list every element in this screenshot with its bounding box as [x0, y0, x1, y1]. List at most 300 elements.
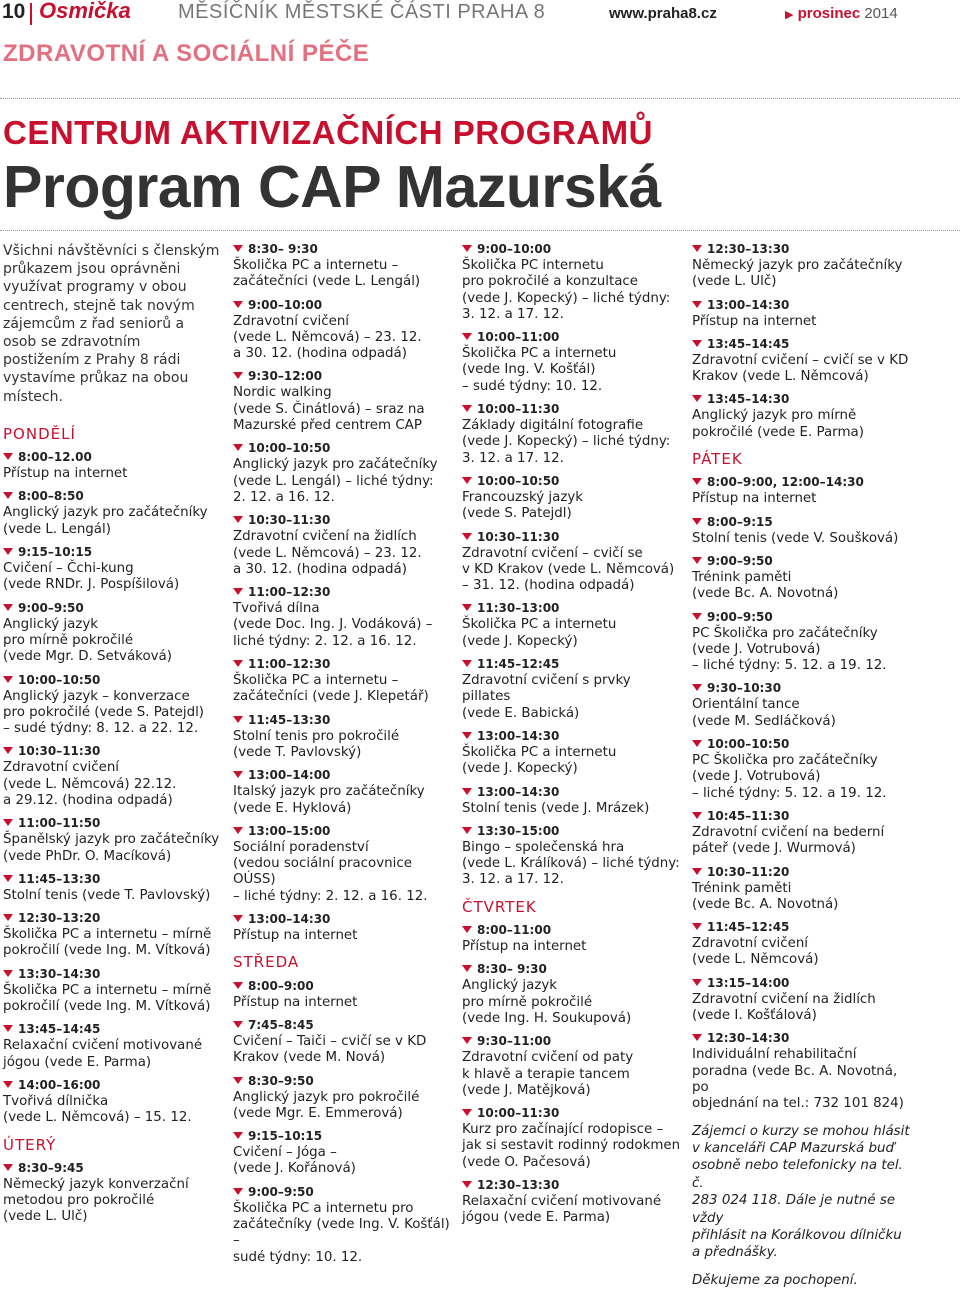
- time-text: 7:45–8:45: [248, 1017, 314, 1032]
- schedule-entry: [462, 242, 682, 323]
- schedule-entry: [462, 474, 682, 523]
- schedule-entry: [3, 601, 221, 666]
- time-slot: [462, 729, 682, 743]
- time-text: 8:00–11:00: [477, 923, 552, 938]
- day-heading: STŘEDA: [233, 953, 300, 972]
- activity-text: Španělský jazyk pro začátečníky (vede PhDr. O. Macíková): [3, 832, 220, 864]
- time-text: 9:00–9:50: [707, 609, 773, 624]
- time-slot: [3, 744, 221, 758]
- triangle-down-icon: [692, 395, 702, 402]
- schedule-entry: [462, 530, 682, 595]
- activity-text: Trénink paměti (vede Bc. A. Novotná): [692, 880, 839, 912]
- schedule-entry: [462, 1106, 682, 1171]
- triangle-down-icon: [462, 533, 472, 540]
- time-text: 13:00–14:00: [248, 768, 331, 783]
- schedule-entry: [462, 729, 682, 778]
- time-slot: [692, 1031, 917, 1045]
- activity-text: Školička PC a internetu – mírně pokročilí (vede Ing. M. Vítková): [3, 982, 212, 1015]
- triangle-down-icon: [233, 1077, 243, 1084]
- triangle-down-icon: [3, 1164, 13, 1171]
- triangle-down-icon: [462, 477, 472, 484]
- triangle-down-icon: [462, 926, 472, 933]
- schedule-column-2: [233, 242, 453, 1273]
- schedule-entry: [462, 601, 682, 650]
- activity-text: Zdravotní cvičení – cvičí se v KD Krakov (vede L. Němcová): [692, 352, 909, 385]
- triangle-down-icon: [233, 516, 243, 523]
- time-slot: [233, 298, 453, 312]
- time-text: 13:00–15:00: [248, 823, 331, 838]
- time-text: 13:00–14:30: [477, 784, 560, 799]
- activity-text: Školička PC a internetu – začátečníci (vede L. Lengál): [233, 258, 421, 290]
- activity-text: Zdravotní cvičení od paty k hlavě a terapie tancem (vede J. Matějková): [462, 1050, 634, 1098]
- time-text: 12:30–13:30: [707, 242, 790, 256]
- time-text: 11:00–11:50: [18, 816, 101, 831]
- schedule-entry: [462, 1178, 682, 1227]
- time-slot: [233, 979, 453, 993]
- time-slot: [462, 923, 682, 937]
- triangle-down-icon: [462, 1037, 472, 1044]
- schedule-entry: [692, 475, 917, 507]
- schedule-entry: [462, 657, 682, 722]
- time-text: 10:00–11:00: [477, 330, 560, 345]
- time-text: 10:00–10:50: [707, 737, 790, 752]
- schedule-column-4: [692, 242, 917, 1289]
- time-slot: [3, 816, 221, 830]
- schedule-entry: [3, 545, 221, 594]
- time-slot: [233, 912, 453, 926]
- activity-text: Bingo – společenská hra (vede L. Králíková) – liché týdny: 3. 12. a 17. 12.: [462, 839, 680, 888]
- triangle-down-icon: [233, 660, 243, 667]
- schedule-entry: [3, 744, 221, 809]
- time-text: 8:00–9:00: [248, 978, 314, 993]
- activity-text: Tvořivá dílna (vede Doc. Ing. J. Vodáková) – liché týdny: 2. 12. a 16. 12.: [233, 601, 433, 649]
- schedule-entry: [233, 657, 453, 706]
- time-slot: [692, 865, 917, 879]
- time-slot: [3, 1161, 221, 1175]
- schedule-column-1: [3, 242, 221, 1233]
- time-slot: [462, 474, 682, 488]
- triangle-down-icon: [692, 478, 702, 485]
- time-slot: [462, 1106, 682, 1120]
- triangle-down-icon: [233, 827, 243, 834]
- activity-text: Školička PC a internetu – mírně pokročilí (vede Ing. M. Vítková): [3, 927, 212, 959]
- time-slot: [692, 337, 917, 351]
- triangle-down-icon: [3, 676, 13, 683]
- time-slot: [3, 1022, 221, 1036]
- activity-text: Zdravotní cvičení (vede L. Němcová) – 23. 12. a 30. 12. (hodina odpadá): [233, 313, 422, 362]
- triangle-down-icon: [3, 548, 13, 555]
- schedule-entry: [692, 242, 917, 291]
- page-number: 10: [2, 0, 26, 23]
- time-text: 13:00–14:30: [707, 297, 790, 312]
- triangle-down-icon: [462, 1109, 472, 1116]
- time-slot: [692, 298, 917, 312]
- time-text: 9:15–10:15: [18, 545, 93, 560]
- activity-text: Anglický jazyk pro mírně pokročilé (vede E. Parma): [692, 408, 864, 440]
- time-text: 11:45–13:30: [18, 871, 101, 886]
- time-text: 11:45–12:45: [707, 920, 790, 935]
- time-text: 14:00–16:00: [18, 1077, 101, 1092]
- time-text: 8:30– 9:30: [248, 242, 318, 256]
- triangle-down-icon: [233, 1132, 243, 1139]
- time-text: 13:45–14:30: [707, 392, 790, 407]
- triangle-down-icon: [462, 245, 472, 252]
- time-text: 13:45–14:45: [18, 1022, 101, 1037]
- page-title: Program CAP Mazurská: [3, 154, 661, 220]
- activity-text: Zdravotní cvičení s prvky pillates (vede E. Babická): [462, 673, 631, 721]
- activity-text: PC Školička pro začátečníky (vede J. Votrubová) – liché týdny: 5. 12. a 19. 12.: [692, 625, 887, 674]
- time-slot: [233, 713, 453, 727]
- time-text: 13:30–15:00: [477, 823, 560, 838]
- triangle-down-icon: [692, 868, 702, 875]
- schedule-entry: [692, 610, 917, 675]
- triangle-down-icon: [692, 340, 702, 347]
- time-text: 10:00–10:50: [248, 441, 331, 456]
- triangle-down-icon: [462, 827, 472, 834]
- time-text: 11:45–13:30: [248, 712, 331, 727]
- time-slot: [233, 768, 453, 782]
- schedule-entry: [692, 920, 917, 969]
- triangle-down-icon: [233, 588, 243, 595]
- time-slot: [462, 601, 682, 615]
- time-text: 8:00–9:00, 12:00–14:30: [707, 475, 864, 490]
- time-slot: [3, 601, 221, 615]
- time-text: 9:00–10:00: [248, 297, 323, 312]
- schedule-entry: [233, 1074, 453, 1123]
- activity-text: Zdravotní cvičení na židlích (vede L. Němcová) – 23. 12. a 30. 12. (hodina odpadá): [233, 529, 422, 577]
- triangle-down-icon: [233, 982, 243, 989]
- activity-text: Cvičení – Taiči – cvičí se v KD Krakov (vede M. Nová): [233, 1033, 427, 1066]
- schedule-entry: [233, 768, 453, 817]
- activity-text: Stolní tenis (vede J. Mrázek): [462, 800, 650, 816]
- time-text: 11:30–13:00: [477, 601, 560, 616]
- activity-text: Stolní tenis pro pokročilé (vede T. Pavlovský): [233, 728, 400, 760]
- time-text: 9:00–9:50: [248, 1184, 314, 1199]
- time-slot: [462, 962, 682, 976]
- time-text: 10:00–10:50: [477, 473, 560, 488]
- activity-text: Školička PC a internetu (vede J. Kopecký): [462, 617, 617, 649]
- triangle-down-icon: [462, 660, 472, 667]
- time-slot: [692, 920, 917, 934]
- triangle-down-icon: [692, 1034, 702, 1041]
- activity-text: Relaxační cvičení motivované jógou (vede E. Parma): [462, 1193, 662, 1226]
- time-slot: [233, 1185, 453, 1199]
- time-slot: [692, 809, 917, 823]
- time-slot: [3, 489, 221, 503]
- activity-text: Italský jazyk pro začátečníky (vede E. Hyklová): [233, 784, 425, 816]
- activity-text: Zdravotní cvičení (vede L. Němcová) 22.12. a 29.12. (hodina odpadá): [3, 760, 177, 808]
- time-text: 10:00–11:30: [477, 1106, 560, 1121]
- triangle-down-icon: [233, 915, 243, 922]
- schedule-entry: [692, 1031, 917, 1112]
- time-slot: [692, 242, 917, 256]
- activity-text: Školička PC a internetu (vede Ing. V. Košťál) – sudé týdny: 10. 12.: [462, 346, 617, 394]
- triangle-down-icon: [233, 771, 243, 778]
- time-text: 13:00–14:30: [248, 912, 331, 927]
- time-slot: [233, 242, 453, 256]
- section-heading: ZDRAVOTNÍ A SOCIÁLNÍ PÉČE: [3, 40, 370, 67]
- time-slot: [3, 673, 221, 687]
- time-slot: [692, 737, 917, 751]
- time-text: 8:30–9:45: [18, 1160, 84, 1175]
- schedule-entry: [233, 242, 453, 291]
- schedule-entry: [3, 911, 221, 960]
- time-slot: [233, 824, 453, 838]
- triangle-down-icon: [692, 518, 702, 525]
- activity-text: Zdravotní cvičení na židlích (vede I. Košťálová): [692, 991, 876, 1024]
- activity-text: Sociální poradenství (vedou sociální pracovnice OÚSS) – liché týdny: 2. 12. a 16. 12.: [233, 839, 428, 904]
- divider: [0, 230, 960, 231]
- time-text: 9:30–12:00: [248, 369, 323, 384]
- schedule-entry: [462, 962, 682, 1027]
- time-text: 9:00–9:50: [707, 553, 773, 568]
- category-heading: CENTRUM AKTIVIZAČNÍCH PROGRAMŮ: [3, 114, 653, 151]
- time-slot: [462, 1178, 682, 1192]
- triangle-down-icon: [3, 970, 13, 977]
- day-heading: ÚTERÝ: [3, 1135, 57, 1154]
- page-header: [0, 0, 960, 30]
- triangle-down-icon: [692, 684, 702, 691]
- info-note: Děkujeme za pochopení.: [692, 1272, 858, 1288]
- schedule-entry: [233, 713, 453, 762]
- schedule-entry: [692, 809, 917, 858]
- triangle-down-icon: [692, 812, 702, 819]
- schedule-entry: [692, 865, 917, 914]
- schedule-entry: [233, 298, 453, 363]
- activity-text: Zdravotní cvičení (vede L. Němcová): [692, 936, 819, 968]
- activity-text: Individuální rehabilitační poradna (vede Bc. A. Novotná, po objednání na tel.: 732 101 824): [692, 1047, 904, 1112]
- time-slot: [462, 824, 682, 838]
- activity-text: Zdravotní cvičení – cvičí se v KD Krakov (vede L. Němcová) – 31. 12. (hodina odpadá): [462, 545, 675, 594]
- time-text: 12:30–14:30: [707, 1031, 790, 1046]
- issue-month: prosinec: [797, 5, 861, 22]
- schedule-entry: [462, 402, 682, 467]
- triangle-down-icon: [692, 613, 702, 620]
- activity-text: Anglický jazyk pro začátečníky (vede L. Lengál): [3, 505, 208, 537]
- schedule-entry: [692, 337, 917, 386]
- website-link[interactable]: www.praha8.cz: [609, 5, 717, 22]
- time-slot: [233, 441, 453, 455]
- schedule-entry: [3, 1078, 221, 1127]
- time-text: 8:00–12.00: [18, 450, 92, 465]
- triangle-down-icon: [692, 301, 702, 308]
- activity-text: Stolní tenis (vede V. Soušková): [692, 530, 899, 546]
- time-text: 9:30–11:00: [477, 1034, 552, 1049]
- schedule-entry: [692, 515, 917, 547]
- time-slot: [692, 554, 917, 568]
- triangle-down-icon: [462, 788, 472, 795]
- time-text: 13:30–14:30: [18, 966, 101, 981]
- schedule-entry: [233, 912, 453, 944]
- time-slot: [462, 657, 682, 671]
- header-divider: [30, 3, 32, 25]
- triangle-down-icon: [233, 301, 243, 308]
- time-slot: [692, 681, 917, 695]
- triangle-down-icon: [3, 875, 13, 882]
- schedule-entry: [233, 441, 453, 506]
- schedule-entry: [462, 330, 682, 395]
- time-slot: [3, 911, 221, 925]
- time-slot: [233, 1074, 453, 1088]
- schedule-entry: [3, 450, 221, 482]
- schedule-entry: [462, 1034, 682, 1099]
- triangle-down-icon: [233, 372, 243, 379]
- day-heading: PÁTEK: [692, 450, 743, 469]
- time-slot: [462, 1034, 682, 1048]
- activity-text: Trénink paměti (vede Bc. A. Novotná): [692, 569, 839, 602]
- time-text: 8:30– 9:30: [477, 962, 547, 977]
- activity-text: Anglický jazyk – konverzace pro pokročilé (vede S. Patejdl) – sudé týdny: 8. 12. a 22. 12.: [3, 688, 205, 737]
- time-text: 12:30–13:20: [18, 911, 101, 926]
- time-text: 10:30–11:30: [477, 529, 560, 544]
- triangle-down-icon: [3, 819, 13, 826]
- schedule-entry: [692, 737, 917, 802]
- time-slot: [692, 475, 917, 489]
- activity-text: Přístup na internet: [3, 466, 128, 482]
- issue-year: 2014: [864, 5, 898, 22]
- time-text: 13:15–14:00: [707, 975, 790, 990]
- triangle-down-icon: [233, 1021, 243, 1028]
- time-text: 10:00–10:50: [18, 672, 101, 687]
- time-slot: [692, 610, 917, 624]
- activity-text: Anglický jazyk pro začátečníky (vede L. Lengál) – liché týdny: 2. 12. a 16. 12.: [233, 457, 438, 505]
- activity-text: Nordic walking (vede S. Činátlová) – sraz na Mazurské před centrem CAP: [233, 385, 425, 434]
- triangle-down-icon: [233, 1188, 243, 1195]
- triangle-down-icon: [3, 453, 13, 460]
- triangle-down-icon: [3, 492, 13, 499]
- schedule-entry: [3, 967, 221, 1016]
- time-text: 10:30–11:30: [248, 513, 331, 528]
- schedule-entry: [3, 872, 221, 904]
- triangle-down-icon: [462, 604, 472, 611]
- time-text: 10:00–11:30: [477, 402, 560, 417]
- time-slot: [3, 1078, 221, 1092]
- time-text: 8:00–8:50: [18, 489, 84, 504]
- activity-text: Anglický jazyk pro mírně pokročilé (vede Mgr. D. Setváková): [3, 616, 172, 665]
- schedule-entry: [233, 979, 453, 1011]
- activity-text: Relaxační cvičení motivované jógou (vede E. Parma): [3, 1038, 203, 1070]
- activity-text: Německý jazyk pro začátečníky (vede L. Ulč): [692, 258, 903, 290]
- triangle-down-icon: [692, 245, 702, 252]
- schedule-entry: [462, 923, 682, 955]
- triangle-down-icon: [462, 732, 472, 739]
- time-slot: [233, 1129, 453, 1143]
- triangle-down-icon: [462, 333, 472, 340]
- magazine-name: Osmička: [39, 0, 131, 23]
- time-slot: [3, 967, 221, 981]
- schedule-entry: [233, 1129, 453, 1178]
- divider: [0, 98, 960, 99]
- schedule-entry: [3, 1022, 221, 1071]
- triangle-down-icon: [692, 979, 702, 986]
- time-text: 13:45–14:45: [707, 336, 790, 351]
- activity-text: Německý jazyk konverzační metodou pro pokročilé (vede L. Ulč): [3, 1176, 189, 1225]
- schedule-column-3: [462, 242, 682, 1234]
- day-heading: ČTVRTEK: [462, 897, 537, 916]
- activity-text: Francouzský jazyk (vede S. Patejdl): [462, 489, 584, 522]
- time-text: 10:45–11:30: [707, 808, 790, 823]
- time-text: 11:00–12:30: [248, 585, 331, 600]
- activity-text: Cvičení – Jóga – (vede J. Kořánová): [233, 1145, 356, 1177]
- time-slot: [233, 657, 453, 671]
- triangle-down-icon: [233, 716, 243, 723]
- time-text: 9:00–9:50: [18, 600, 84, 615]
- schedule-entry: [692, 681, 917, 730]
- time-slot: [233, 513, 453, 527]
- schedule-entry: [462, 785, 682, 817]
- activity-text: Školička PC a internetu – začátečníci (vede J. Klepetář): [233, 673, 429, 705]
- time-slot: [692, 976, 917, 990]
- time-slot: [3, 450, 221, 464]
- activity-text: Přístup na internet: [692, 313, 817, 329]
- activity-text: Přístup na internet: [692, 491, 817, 507]
- activity-text: Školička PC a internetu (vede J. Kopecký): [462, 744, 617, 777]
- triangle-down-icon: [3, 747, 13, 754]
- time-slot: [233, 369, 453, 383]
- triangle-down-icon: [3, 604, 13, 611]
- schedule-entry: [233, 585, 453, 650]
- day-heading: PONDĚLÍ: [3, 424, 76, 443]
- time-text: 11:45–12:45: [477, 657, 560, 672]
- activity-text: Přístup na internet: [462, 939, 587, 955]
- activity-text: Základy digitální fotografie (vede J. Kopecký) – liché týdny: 3. 12. a 17. 12.: [462, 418, 671, 466]
- triangle-down-icon: [462, 965, 472, 972]
- triangle-down-icon: [462, 1181, 472, 1188]
- triangle-down-icon: [233, 444, 243, 451]
- activity-text: PC Školička pro začátečníky (vede J. Votrubová) – liché týdny: 5. 12. a 19. 12.: [692, 753, 887, 801]
- time-text: 9:15–10:15: [248, 1129, 323, 1144]
- schedule-entry: [3, 816, 221, 865]
- triangle-down-icon: [692, 923, 702, 930]
- time-slot: [462, 330, 682, 344]
- activity-text: Přístup na internet: [233, 928, 358, 944]
- schedule-entry: [692, 298, 917, 330]
- time-slot: [462, 785, 682, 799]
- time-text: 9:00–10:00: [477, 242, 552, 256]
- activity-text: Stolní tenis (vede T. Pavlovský): [3, 887, 211, 903]
- time-text: 10:30–11:20: [707, 864, 790, 879]
- time-text: 10:30–11:30: [18, 744, 101, 759]
- schedule-entry: [692, 392, 917, 441]
- schedule-entry: [233, 824, 453, 905]
- triangle-down-icon: [692, 557, 702, 564]
- schedule-entry: [692, 554, 917, 603]
- magazine-subtitle: MĚSÍČNÍK MĚSTSKÉ ČÁSTI PRAHA 8: [178, 1, 546, 23]
- schedule-entry: [3, 1161, 221, 1226]
- schedule-entry: [462, 824, 682, 889]
- schedule-entry: [692, 976, 917, 1025]
- time-text: 8:30–9:50: [248, 1073, 314, 1088]
- time-text: 12:30–13:30: [477, 1177, 560, 1192]
- activity-text: Cvičení – Čchi-kung (vede RNDr. J. Pospíšilová): [3, 561, 180, 593]
- triangle-down-icon: [3, 1025, 13, 1032]
- time-slot: [462, 402, 682, 416]
- time-text: 11:00–12:30: [248, 657, 331, 672]
- activity-text: Tvořivá dílnička (vede L. Němcová) – 15. 12.: [3, 1093, 192, 1126]
- time-slot: [692, 515, 917, 529]
- activity-text: Orientální tance (vede M. Sedláčková): [692, 697, 836, 729]
- triangle-down-icon: [3, 914, 13, 921]
- info-note: Zájemci o kurzy se mohou hlásit v kanceláři CAP Mazurská buď osobně nebo telefonicky na tel. č. 283 024 118. Dále je nutné se vždy přihlásit na Korálkovou dílničku a přednášky.: [692, 1123, 910, 1261]
- time-slot: [692, 392, 917, 406]
- time-slot: [3, 872, 221, 886]
- activity-text: Zdravotní cvičení na bederní páteř (vede J. Wurmová): [692, 824, 885, 857]
- schedule-entry: [233, 369, 453, 434]
- time-slot: [233, 1018, 453, 1032]
- arrow-right-icon: ▶: [785, 9, 794, 21]
- time-text: 13:00–14:30: [477, 728, 560, 743]
- activity-text: Přístup na internet: [233, 994, 358, 1010]
